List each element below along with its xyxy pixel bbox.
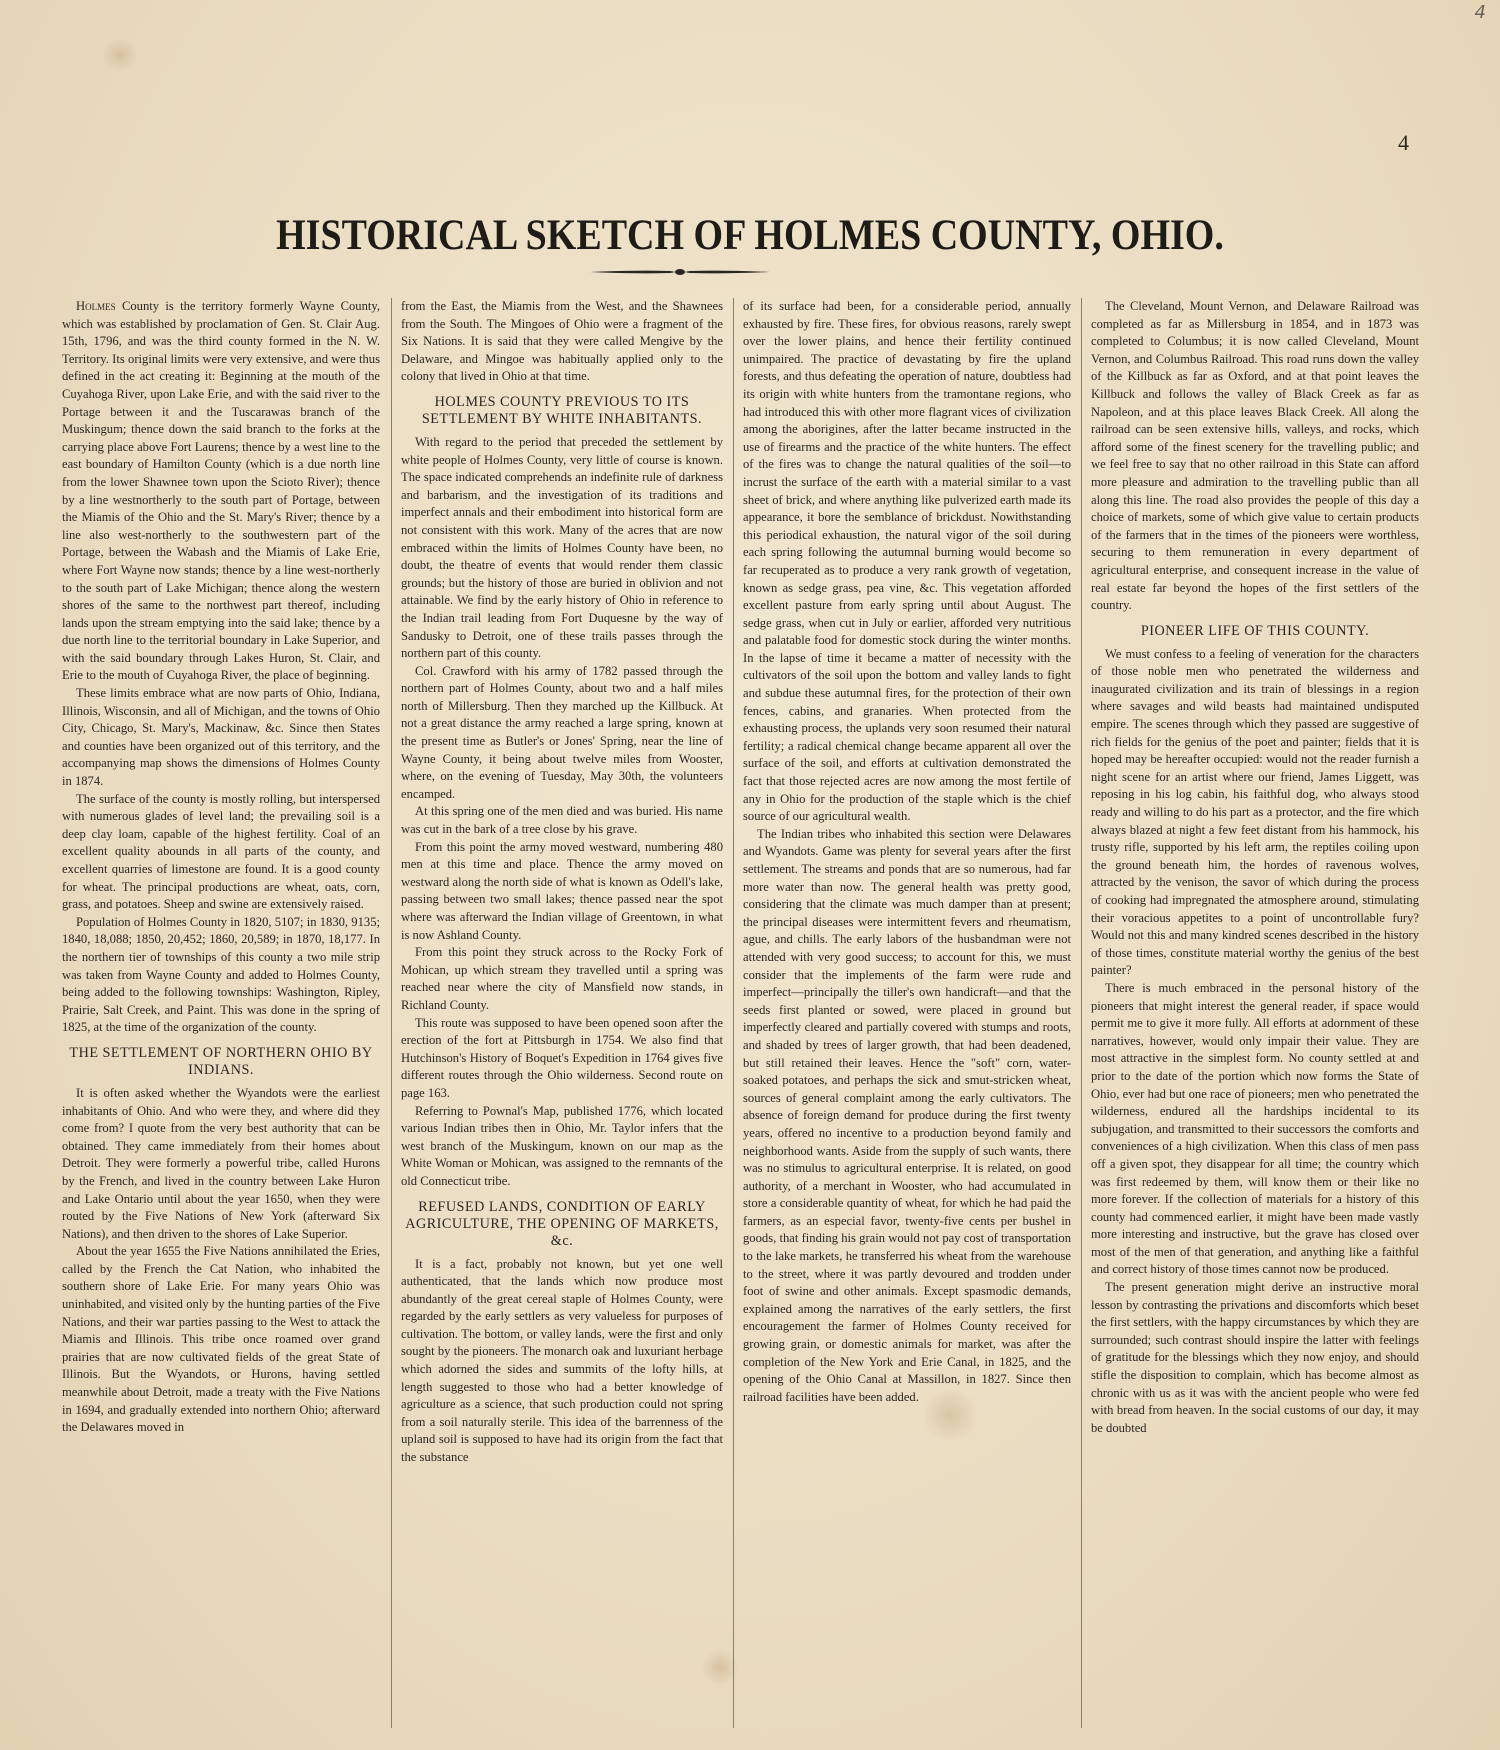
- page-number: 4: [1398, 130, 1409, 155]
- section-heading: HOLMES COUNTY PREVIOUS TO ITS SETTLEMENT BY WHITE INHABITANTS.: [421, 393, 703, 427]
- paragraph: [401, 663, 723, 804]
- paragraph-text: From this point the army moved westward, numbering 480 men at this time and place. Thence the army moved on westward along the north side of what is known as Odell's lake, passing between two small lakes; thence passed near the spot where was afterward the Indian village of Greentown, in what is now Ashland County.: [401, 839, 723, 942]
- paragraph-text: The surface of the county is mostly rolling, but interspersed with numerous glades of level land; the prevailing soil is a deep clay loam, capable of the highest fertility. Coal of an excellent quality abounds in all parts of the county, and excellent quarries of limestone are found. It is a good county for wheat. The principal productions are wheat, oats, corn, grass, and potatoes. Sheep and swine are extensively raised.: [62, 791, 380, 912]
- paragraph-text: The Indian tribes who inhabited this section were Delawares and Wyandots. Game was plenty for several years after the first settlement. The streams and ponds that are so numerous, had far more water than now. The general health was pretty good, considering that the climate was much damper than at present; the principal diseases were intermittent fevers and rheumatism, ague, and chills. The early labors of the husbandman were not attended with very good success; to account for this, we must consider that the implements of the farm were rude and imperfect—principally the tiller's own handicraft—and that the seeds first planted or sowed, were placed in ground but imperfectly cleared and partially covered with stumps and roots, and shaded by trees of larger growth, that had been deadened, but still retained their leaves. Hence the "soft" corn, water-soaked potatoes, and perhaps the sick and smut-stricken wheat, sources of general complaint among the early cultivators. The absence of foreign demand for produce during the first twenty years, offered no incentive to a production beyond family and neighborhood wants. Aside from the supply of such wants, there was no stimulus to agricultural enterprise. It is related, on good authority, of a merchant in Wooster, who had accumulated in store a considerable quantity of wheat, for which he had paid the farmers, as an especial favor, twenty-five cents per bushel in goods, that finding his grain would not pay cost of transportation to the lake markets, he transferred his wheat from the warehouse to the street, where it was partly devoured and trodden under foot of swine and other animals. Except spasmodic demands, explained among the narratives of the early settlers, the first encouragement the farmer of Holmes County received for growing grain, or domestic animals for market, was after the completion of the New York and Erie Canal, in 1825, and the opening of the Ohio Canal at Massillon, in 1827. Since then railroad facilities have been added.: [743, 826, 1071, 1404]
- article-columns: [62, 298, 1422, 1738]
- section-heading: PIONEER LIFE OF THIS COUNTY.: [1140, 622, 1370, 639]
- section-heading: REFUSED LANDS, CONDITION OF EARLY AGRICULTURE, THE OPENING OF MARKETS, &c.: [405, 1198, 719, 1249]
- paragraph: [401, 839, 723, 945]
- paragraph: [62, 791, 380, 914]
- paragraph-text: About the year 1655 the Five Nations annihilated the Eries, called by the French the Cat Nation, who inhabited the southern shore of Lake Erie. For many years Ohio was uninhabited, and visited only by the hunting parties of the Five Nations, and their war parties passing to the West to attack the Miamis and Illinois. This tribe once roamed over grand prairies that are now cultivated fields of the great State of Illinois. But the Wyandots, or Hurons, having settled meanwhile about Detroit, made a treaty with the Five Nations in 1694, and gradually extended into northern Ohio; afterward the Delawares moved in: [62, 1244, 380, 1435]
- paragraph: [62, 1085, 380, 1243]
- column-2: [401, 298, 723, 1738]
- paragraph: [62, 1243, 380, 1437]
- paragraph-text: These limits embrace what are now parts of Ohio, Indiana, Illinois, Wisconsin, and all of Michigan, and the towns of Ohio City, Chicago, St. Mary's, Mackinaw, &c. Since then States and counties have been organized out of this territory, and the accompanying map shows the dimensions of Holmes County in 1874.: [62, 686, 380, 789]
- paragraph-text: It is a fact, probably not known, but yet one well authenticated, that the lands which now produce most abundantly of the great cereal staple of Holmes County, were regarded by the early settlers as very valueless for purposes of cultivation. The bottom, or valley lands, were the first and only sought by the pioneers. The monarch oak and luxuriant herbage which adorned the sides and summits of the lofty hills, at length suggested to those who had a better knowledge of agriculture as a science, that such production could not spring from a soil naturally sterile. This idea of the barrenness of the upland soil is supposed to have had its origin from the fact that the substance: [401, 1256, 723, 1465]
- paragraph-text: of its surface had been, for a considerable period, annually exhausted by fire. These fires, for obvious reasons, rarely swept over the lower plains, and hence their fertility continued unimpaired. The practice of devastating by fire the upland forests, and thus defeating the operation of nature, doubtless had its origin with white hunters from the tramontane regions, who had introduced this with other more flagrant vices of civilization among the aborigines, after the latter became instructed in the use of firearms and the practice of the white hunters. The effect of the fires was to change the natural qualities of the soil—to incrust the surface of the earth with a material similar to a vast sheet of brick, and where anything like pulverized earth made its appearance, it bore the semblance of brickdust. Nowithstanding this periodical exhaustion, the natural vigor of the soil during each spring following the autumnal burning would become so far recuperated as to produce a very rank growth of vegetation, known as sedge grass, pea vine, &c. This vegetation afforded excellent pasture from early spring until about August. The sedge grass, when cut in July or earlier, afforded very nutritious and palatable food for domestic stock during the winter months. In the lapse of time it became a matter of necessity with the cultivators of the soil upon the bottom and valley lands to fight and subdue these autumnal fires, for the protection of their own fences, cabins, and granaries. When protected from the exhausting process, the uplands very soon resumed their natural fertility; a radical chemical change became apparent all over the surface of the soil, and efforts at cultivation demonstrated the fact that those rejected acres are now among the most fertile of any in Ohio for the production of the staple which is the chief source of our agricultural wealth.: [743, 299, 1071, 824]
- lead-word: Holmes: [76, 299, 116, 313]
- paragraph: [401, 434, 723, 663]
- column-3: [743, 298, 1071, 1738]
- column-divider: [391, 298, 392, 1728]
- paragraph: [401, 944, 723, 1014]
- paragraph: [62, 685, 380, 791]
- paragraph: [1091, 980, 1419, 1279]
- paragraph-text: County is the territory formerly Wayne County, which was established by proclamation of Gen. St. Clair Aug. 15th, 1796, and was the third county formed in the N. W. Territory. Its original limits were very extensive, and were thus defined in the act creating it: Beginning at the mouth of the Cuyahoga River, upon Lake Erie, and with the said river to the Portage between it and the Tuscarawas branch of the Muskingum; thence down the said branch to the forks at the carrying place above Fort Laurens; thence by a west line to the east boundary of Hamilton County (which is a due north line from the lower Shawnee town upon the Scioto River); thence by a line westnortherly to the south part of Portage, between the Miamis of the Ohio and the St. Mary's River; thence by a line also west-northerly to the southwestern part of the Portage, between the Wabash and the Miamis of Lake Erie, where Fort Wayne now stands; thence by a line west-northerly to the south part of Lake Michigan; thence along the western shores of the same to the northwest part thereof, including lands upon the stream emptying into the said lake; thence by a due north line to the territorial boundary in Lake Superior, and with the said boundary through Lakes Huron, St. Clair, and Erie to the mouth of Cuyahoga River, the place of beginning.: [62, 299, 380, 683]
- column-divider: [1081, 298, 1082, 1728]
- paragraph: [62, 914, 380, 1037]
- paragraph: [1091, 646, 1419, 980]
- paragraph-text: Population of Holmes County in 1820, 5107; in 1830, 9135; 1840, 18,088; 1850, 20,452; 1860, 20,589; in 1870, 18,177. In the northern tier of townships of this county a two mile strip was taken from Wayne County and added to Holmes County, being added to the following townships: Washington, Ripley, Prairie, Salt Creek, and Paint. This was done in the spring of 1825, at the time of the organization of the county.: [62, 914, 380, 1035]
- paragraph-text: Referring to Pownal's Map, published 1776, which located various Indian tribes then in Ohio, Mr. Taylor infers that the west branch of the Muskingum, known on our map as the White Woman or Mohican, was assigned to the remnants of the old Connecticut tribe.: [401, 1103, 723, 1188]
- paragraph-text: This route was supposed to have been opened soon after the erection of the fort at Pittsburgh in 1754. We also find that Hutchinson's History of Boquet's Expedition in 1764 gives five different routes through the Ohio wilderness. Second route on page 163.: [401, 1015, 723, 1100]
- paragraph: [62, 298, 380, 685]
- paragraph: [401, 803, 723, 838]
- paragraph-text: Col. Crawford with his army of 1782 passed through the northern part of Holmes County, about two and a half miles north of Millersburg. Then they marched up the Killbuck. At not a great distance the army reached a large spring, known at the present time as Butler's or Jones' Spring, near the line of Wayne County, it being about twelve miles from Wooster, where, on the evening of Tuesday, May 30th, the volunteers encamped.: [401, 663, 723, 801]
- section-heading: THE SETTLEMENT OF NORTHERN OHIO BY INDIANS.: [69, 1044, 373, 1078]
- page-title: HISTORICAL SKETCH OF HOLMES COUNTY, OHIO.: [276, 211, 1224, 260]
- paragraph-text: The Cleveland, Mount Vernon, and Delaware Railroad was completed as far as Millersburg in 1854, and in 1873 was completed to Columbus; it is now called Cleveland, Mount Vernon, and Columbus Railroad. This road runs down the valley of the Killbuck as far as Oxford, and at that point leaves the Killbuck and follows the valley of Black Creek as far as Napoleon, and at this place leaves Black Creek. All along the railroad can be seen extensive hills, valleys, and rocks, which afford some of the finest scenery for the travelling public; and we feel free to say that no other railroad in this State can afford more pleasure and admiration to the travelling public than all along this line. The road also provides the people of this day a choice of markets, some of which give value to certain products of the farmers that in the times of the pioneers were worthless, securing to them remuneration in every department of agricultural enterprise, and consequent increase in the value of real estate far beyond the hopes of the first settlers of the country.: [1091, 299, 1419, 613]
- paragraph-text: We must confess to a feeling of veneration for the characters of those noble men who penetrated the wilderness and inaugurated civilization and its train of blessings in a region where savages and wild beasts had maintained undisputed empire. The scenes through which they passed are suggestive of rich fields for the genius of the poet and painter; fields that it is hoped may be hereafter occupied: would not the reader furnish a night scene for an artist where our friend, James Liggett, was reposing in his log cabin, his faithful dog, who always stood ready and willing to do his part as a protector, and the fire which always blazed at night a few feet distant from his hammock, his trusty rifle, supported by his left arm, the reptiles coiling upon the ground beneath him, the hordes of ravenous wolves, attracted by the venison, the savor of which during the process of cooking had impregnated the atmosphere around, stimulating their voracious appetites to a point of uncontrollable fury? Would not this and many kindred scenes described in the history of those times, constitute material worthy the genius of the best painter?: [1091, 646, 1419, 978]
- paragraph-text: from the East, the Miamis from the West, and the Shawnees from the South. The Mingoes of Ohio were a fragment of the Six Nations. It is said that they were called Mengive by the Delaware, and Mingoe was habitually applied only to the colony that lived in Ohio at that time.: [401, 299, 723, 384]
- paragraph-text: There is much embraced in the personal history of the pioneers that might interest the general reader, if space would permit me to give it more fully. All efforts at adornment of these narratives, however, would only impair their value. They are most attractive in the simplest form. No county settled at and prior to the date of the portion which now forms the State of Ohio, ever had but one race of pioneers; men who penetrated the wilderness, endured all the hardships incidental to its subjugation, and transmitted to their successors the comforts and conveniences of a high civilization. When this class of men pass off a given spot, they disappear for all time; the country which was first redeemed by them, will know them or their like no more forever. If the collection of materials for a history of this county had commenced earlier, it might have been made vastly more interesting and instructive, but the grave has closed over most of the men of that generation, and anything like a faithful and correct history of those times cannot now be produced.: [1091, 980, 1419, 1277]
- paragraph: [401, 298, 723, 386]
- column-1: [62, 298, 380, 1738]
- column-4: [1091, 298, 1419, 1738]
- paragraph: [1091, 1279, 1419, 1437]
- paragraph-text: At this spring one of the men died and was buried. His name was cut in the bark of a tree close by his grave.: [401, 804, 723, 837]
- paragraph: [1091, 298, 1419, 615]
- title-ornament: [590, 266, 770, 278]
- paragraph: [401, 1256, 723, 1467]
- paragraph: [401, 1015, 723, 1103]
- paragraph-text: From this point they struck across to the Rocky Fork of Mohican, up which stream they travelled until a spring was reached near where the city of Mansfield now stands, in Richland County.: [401, 945, 723, 1012]
- paragraph: [401, 1103, 723, 1191]
- paragraph: [743, 826, 1071, 1407]
- age-stain: [100, 40, 140, 70]
- paragraph-text: The present generation might derive an instructive moral lesson by contrasting the privations and discomforts which beset the first settlers, with the happy circumstances by which they are surrounded; such contrast should inspire the latter with feelings of gratitude for the blessings which they now enjoy, and should stifle the disposition to complain, which has become almost as chronic with us as it was with the ancient people who were fed with bread from heaven. In the social customs of our day, it may be doubted: [1091, 1280, 1419, 1435]
- column-divider: [733, 298, 734, 1728]
- pencil-page-mark: 4: [1474, 2, 1486, 23]
- paragraph: [743, 298, 1071, 826]
- paragraph-text: With regard to the period that preceded the settlement by white people of Holmes County, very little of course is known. The space indicated comprehends an indefinite rule of darkness and barbarism, and the investigation of its traditions and imperfect annals and their embodiment into historical form are not consistent with this work. Many of the acres that are now embraced within the limits of Holmes County have been, no doubt, the theatre of events that would render them classic grounds; but the history of those are buried in oblivion and not attainable. We find by the early history of Ohio in reference to the Indian trail leading from Fort Duquesne by the way of Sandusky to Detroit, one of these trails passes through the northern part of this county.: [401, 434, 723, 661]
- paragraph-text: It is often asked whether the Wyandots were the earliest inhabitants of Ohio. And who were they, and where did they come from? I quote from the very best authority that can be obtained. They came immediately from their homes about Detroit. They were formerly a powerful tribe, called Hurons by the French, and lived in the country between Lake Huron and Lake Ontario until about the year 1650, when they were routed by the Five Nations of New York (afterward Six Nations), and then driven to the shores of Lake Superior.: [62, 1085, 380, 1241]
